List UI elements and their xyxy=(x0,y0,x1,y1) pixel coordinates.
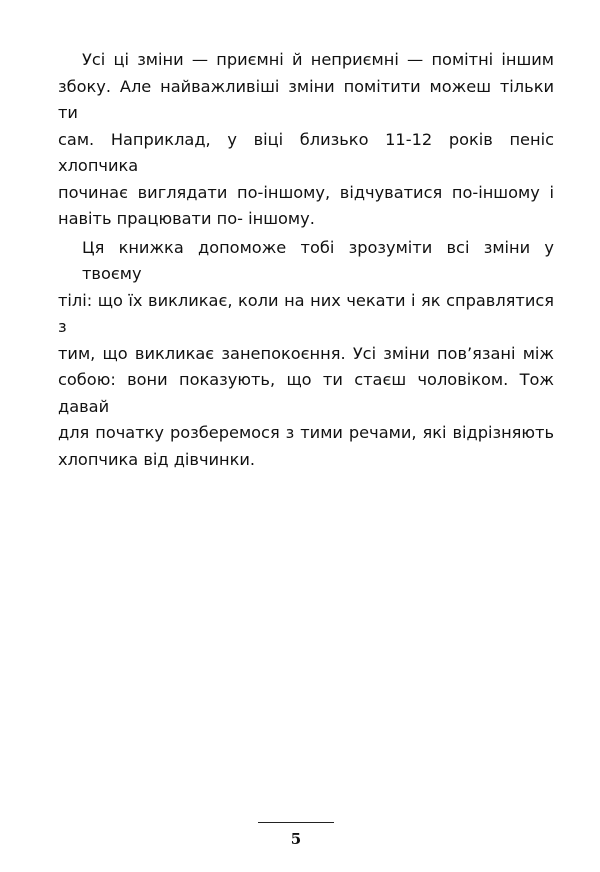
paragraph-2-line-6: хлопчика від дівчинки. xyxy=(58,449,256,469)
paragraph-2-line-2: тілі: що їх викликає, коли на них чекати і як справлятися з xyxy=(58,290,554,336)
paragraph-1-line-3: сам. Наприклад, у віці близько 11-12 років пеніс хлопчика xyxy=(58,129,554,175)
paragraph-1 xyxy=(58,47,554,233)
footer-divider xyxy=(258,822,334,823)
paragraph-2-line-1: Ця книжка допоможе тобі зрозуміти всі зміни у твоєму xyxy=(82,237,554,283)
paragraph-2-line-4: собою: вони показують, що ти стаєш чоловіком. Тож давай xyxy=(58,370,554,416)
paragraph-1-line-4: починає виглядати по-іншому, відчуватися по-іншому і xyxy=(58,182,554,202)
paragraph-2 xyxy=(58,235,554,474)
paragraph-2-line-3: тим, що викликає занепокоєння. Усі зміни пов’язані між xyxy=(58,343,554,363)
paragraph-1-line-5: навіть працювати по- іншому. xyxy=(58,209,315,228)
paragraph-1-line-1: Усі ці зміни — приємні й неприємні — помітні іншим xyxy=(82,50,554,69)
paragraph-1-line-2: збоку. Але найважливіші зміни помітити можеш тільки ти xyxy=(58,76,554,122)
body-text xyxy=(58,47,554,473)
paragraph-2-line-5: для початку розберемося з тими речами, які відрізняють xyxy=(58,423,554,442)
page-number: 5 xyxy=(290,830,302,848)
